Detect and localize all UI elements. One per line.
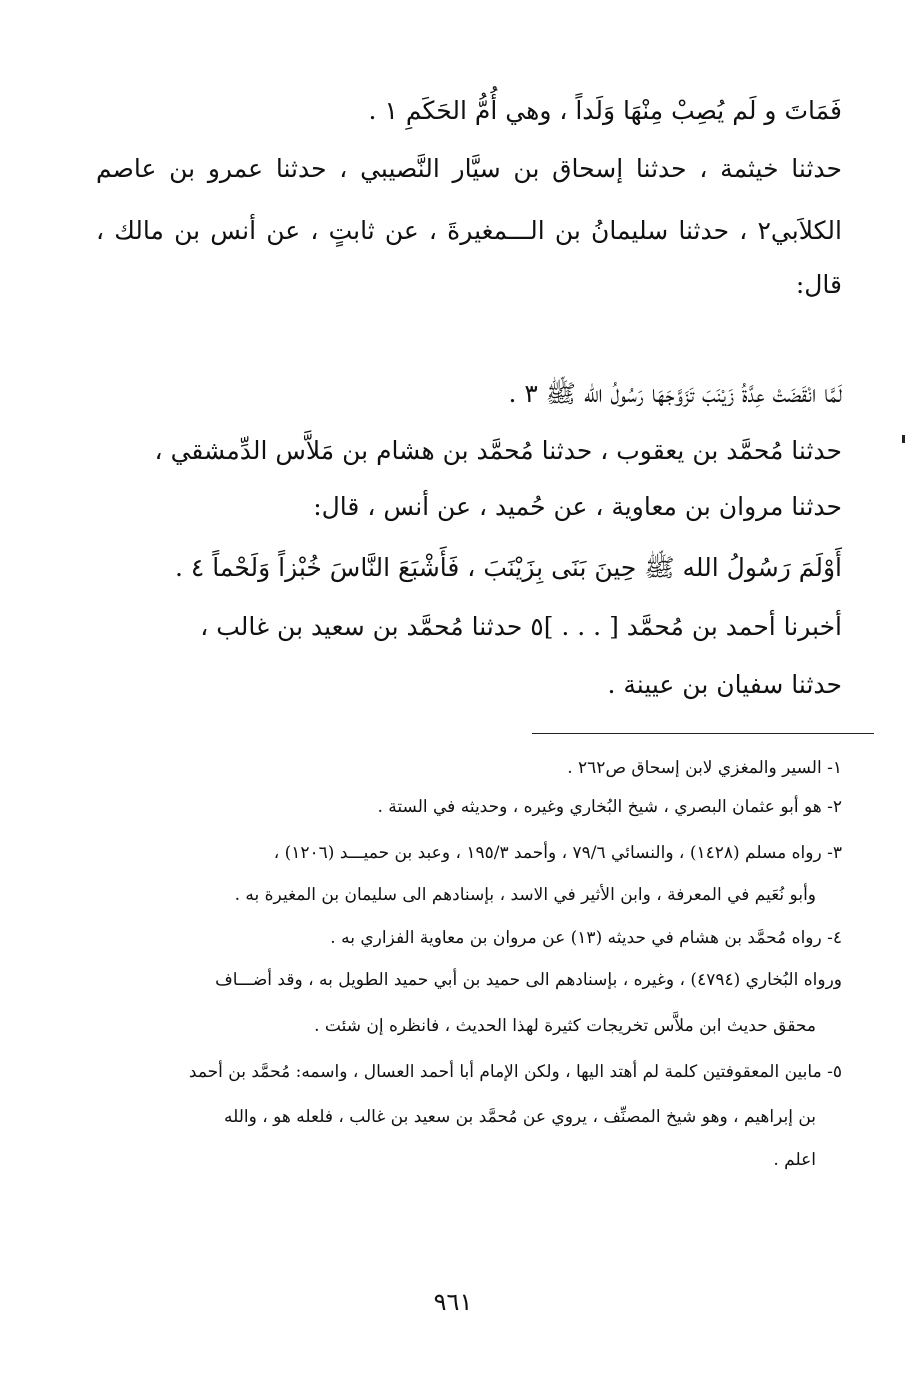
footnote-4: ٤- رواه مُحمَّد بن هشام في حديثه (١٣) عن مروان بن معاوية الفزاري به . [330,928,842,948]
footnote-3-cont: وأبو نُعَيم في المعرفة ، وابن الأثير في الاسد ، بإسنادهم الى سليمان بن المغيرة به . [234,885,816,905]
body-line-9: أخبرنا أحمد بن مُحمَّد [ . . . ]٥ حدثنا مُحمَّد بن سعيد بن غالب ، [200,612,842,641]
body-line-2: حدثنا خيثمة ، حدثنا إسحاق بن سيَّار النَّصيبي ، حدثنا عمرو بن عاصم [96,154,842,183]
body-line-6: حدثنا مُحمَّد بن يعقوب ، حدثنا مُحمَّد بن هشام بن مَلاَّس الدِّمشقي ، [154,436,842,465]
footnote-3: ٣- رواه مسلم (١٤٢٨) ، والنسائي ٧٩/٦ ، وأحمد ١٩٥/٣ ، وعبد بن حميـــد (١٢٠٦) ، [273,843,842,863]
body-line-3: الكلاَبي٢ ، حدثنا سليمانُ بن الـــمغيرةَ ، عن ثابتٍ ، عن أنس بن مالك ، [96,216,842,245]
body-line-7: حدثنا مروان بن معاوية ، عن حُميد ، عن أنس ، قال: [313,492,842,521]
footnote-5-cont-2: اعلم . [773,1150,816,1170]
footnote-1: ١- السير والمغزي لابن إسحاق ص٢٦٢ . [567,758,842,778]
footnote-2: ٢- هو أبو عثمان البصري ، شيخ البُخاري وغيره ، وحديثه في الستة . [377,797,842,817]
footnote-4-cont-2: محقق حديث ابن ملاَّس تخريجات كثيرة لهذا الحديث ، فانظره إن شئت . [314,1016,816,1036]
body-line-4: قال: [795,270,842,299]
margin-mark [902,435,905,443]
page-number: ٩٦١ [433,1288,473,1316]
body-line-1: فَمَاتَ و لَم يُصِبْ مِنْهَا وَلَداً ، وهي أُمُّ الحَكَمِ ١ . [368,96,842,125]
body-line-8: أَوْلَمَ رَسُولُ الله ﷺ حِينَ بَنَى بِزَيْنَبَ ، فَأَشْبَعَ النَّاسَ خُبْزاً وَلَحْماً ٤ . [174,553,842,582]
body-line-10: حدثنا سفيان بن عيينة . [607,670,842,699]
footnote-5: ٥- مابين المعقوفتين كلمة لم أهتد اليها ، ولكن الإمام أبا أحمد العسال ، واسمه: مُحمَّد بن أحمد [188,1062,842,1082]
body-line-5: لَمَّا انْقَضَتْ عِدَّةُ زَيْنَبَ تَزَوَّجَهَا رَسُولُ الله ﷺ ٣ . [508,379,842,408]
footnote-separator [532,733,874,734]
footnote-4-cont-1: ورواه البُخاري (٤٧٩٤) ، وغيره ، بإسنادهم الى حميد بن أبي حميد الطويل به ، وقد أضـــاف [215,970,842,990]
footnote-5-cont-1: بن إبراهيم ، وهو شيخ المصنِّف ، يروي عن مُحمَّد بن سعيد بن غالب ، فلعله هو ، والله [224,1107,816,1127]
